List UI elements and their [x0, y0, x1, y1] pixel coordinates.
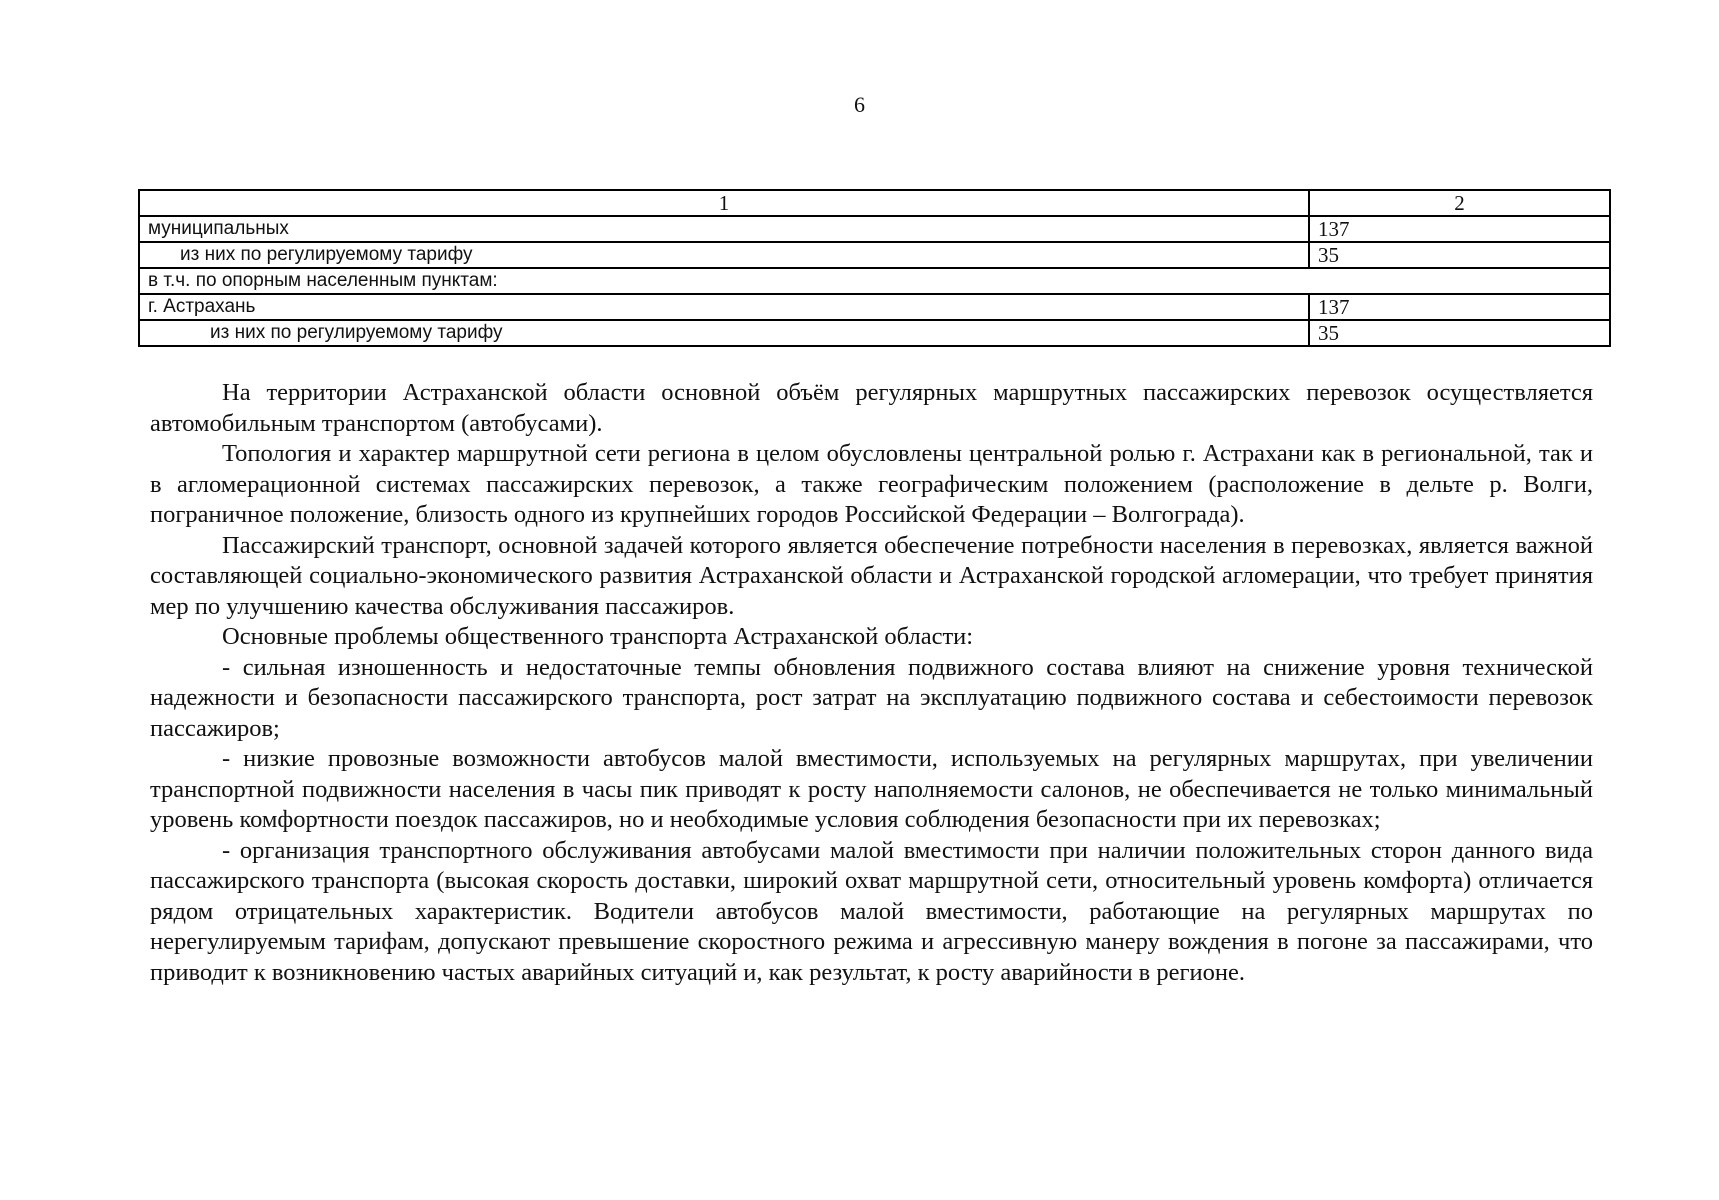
- table-row: [139, 320, 1610, 346]
- paragraph: - сильная изношенность и недостаточные темпы обновления подвижного состава влияют на снижение уровня технической надежности и безопасности пассажирского транспорта, рост затрат на эксплуатацию подвижного состава и себестоимости перевозок пассажиров;: [150, 653, 1593, 742]
- table-row: [139, 216, 1610, 242]
- paragraph: Пассажирский транспорт, основной задачей которого является обеспечение потребности населения в перевозках, является важной составляющей социально-экономического развития Астраханской области и Астраханской городской агломерации, что требует принятия мер по улучшению качества обслуживания пассажиров.: [150, 531, 1593, 620]
- row-label: из них по регулируемому тарифу: [139, 320, 1309, 346]
- row-value: 35: [1309, 242, 1610, 268]
- row-label: из них по регулируемому тарифу: [139, 242, 1309, 268]
- data-table: [138, 189, 1611, 347]
- paragraph: Основные проблемы общественного транспорта Астраханской области:: [222, 623, 974, 650]
- table-header-row: [139, 190, 1610, 216]
- page-number: 6: [854, 92, 865, 117]
- row-label: муниципальных: [139, 216, 1309, 242]
- table-row: [139, 268, 1610, 294]
- table-row: [139, 294, 1610, 320]
- paragraph: - низкие провозные возможности автобусов малой вместимости, используемых на регулярных маршрутах, при увеличении транспортной подвижности населения в часы пик приводят к росту наполняемости салонов, не обеспечивается не только минимальный уровень комфортности поездок пассажиров, но и необходимые условия соблюдения безопасности при их перевозках;: [150, 745, 1593, 833]
- column-header-2: 2: [1309, 190, 1610, 216]
- row-label: г. Астрахань: [139, 294, 1309, 320]
- paragraph: - организация транспортного обслуживания автобусами малой вместимости при наличии положительных сторон данного вида пассажирского транспорта (высокая скорость доставки, широкий охват маршрутной сети, относительный уровень комфорта) отличается рядом отрицательных характеристик. Водители автобусов малой вместимости, работающие на регулярных маршрутах по нерегулируемым тарифам, допускают превышение скоростного режима и агрессивную манеру вождения в погоне за пассажирами, что приводит к возникновению частых аварийных ситуаций и, как результат, к росту аварийности в регионе.: [150, 836, 1593, 986]
- table-row: [139, 242, 1610, 268]
- row-value: 137: [1309, 294, 1610, 320]
- row-label-subtotal-heading: в т.ч. по опорным населенным пунктам:: [139, 268, 1610, 294]
- body-text: [150, 378, 1593, 988]
- column-header-1: 1: [139, 190, 1309, 216]
- paragraph: Топология и характер маршрутной сети региона в целом обусловлены центральной ролью г. Астрахани как в региональной, так и в агломерационной системах пассажирских перевозок, а также географическим положением (расположение в дельте р. Волги, пограничное положение, близость одного из крупнейших городов Российской Федерации – Волгограда).: [150, 440, 1593, 528]
- paragraph: На территории Астраханской области основной объём регулярных маршрутных пассажирских перевозок осуществляется автомобильным транспортом (автобусами).: [150, 379, 1593, 437]
- row-value: 35: [1309, 320, 1610, 346]
- row-value: 137: [1309, 216, 1610, 242]
